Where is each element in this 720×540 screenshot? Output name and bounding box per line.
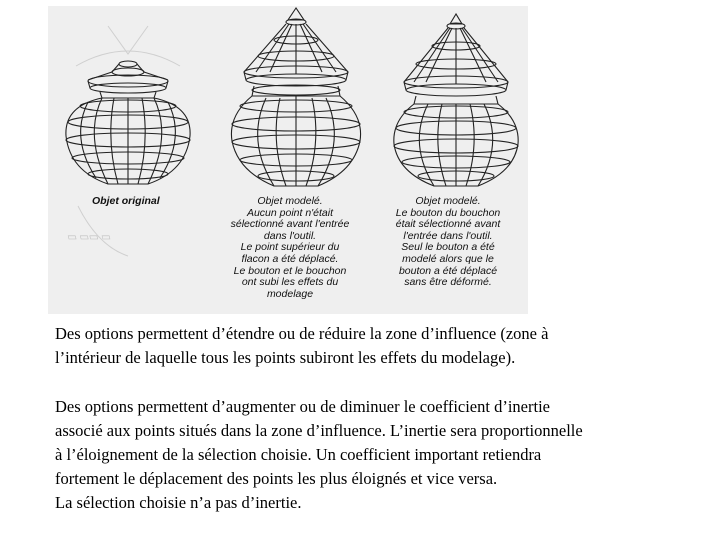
flask-modified-1 (231, 8, 360, 186)
flask-original (66, 61, 190, 184)
illustration-figure (48, 6, 528, 314)
caption-modified-1: Objet modelé. Aucun point n'était sélectionné avant l'entrée dans l'outil. Le point supérieur du flacon a été déplacé. Le bouton et le bouchon ont subi les effets du modelage (230, 195, 350, 300)
caption-original: Objet original (92, 195, 160, 207)
caption-modified-2: Objet modelé. Le bouton du bouchon était sélectionné avant l'entrée dans l'outil. Seul le bouton a été modelé alors que le bouton a été déplacé sans être déformé. (395, 195, 501, 289)
bleed-through-text: ▭ ▭▭ ▭ (68, 232, 112, 243)
paragraph-inertia: Des options permettent d’augmenter ou de diminuer le coefficient d’inertie associé aux points situés dans la zone d’influence. L’inertie sera proportionnelle à l’éloignement de la sélection choisie. Un coefficient important retiendra fortement le déplacement des points les plus éloignés et vice versa. La sélection choisie n’a pas d’inertie. (55, 397, 583, 512)
paragraph-influence-zone: Des options permettent d’étendre ou de réduire la zone d’influence (zone à l’intérieur de laquelle tous les points subiront les effets du modelage). (55, 324, 549, 367)
flask-modified-2 (394, 14, 518, 186)
